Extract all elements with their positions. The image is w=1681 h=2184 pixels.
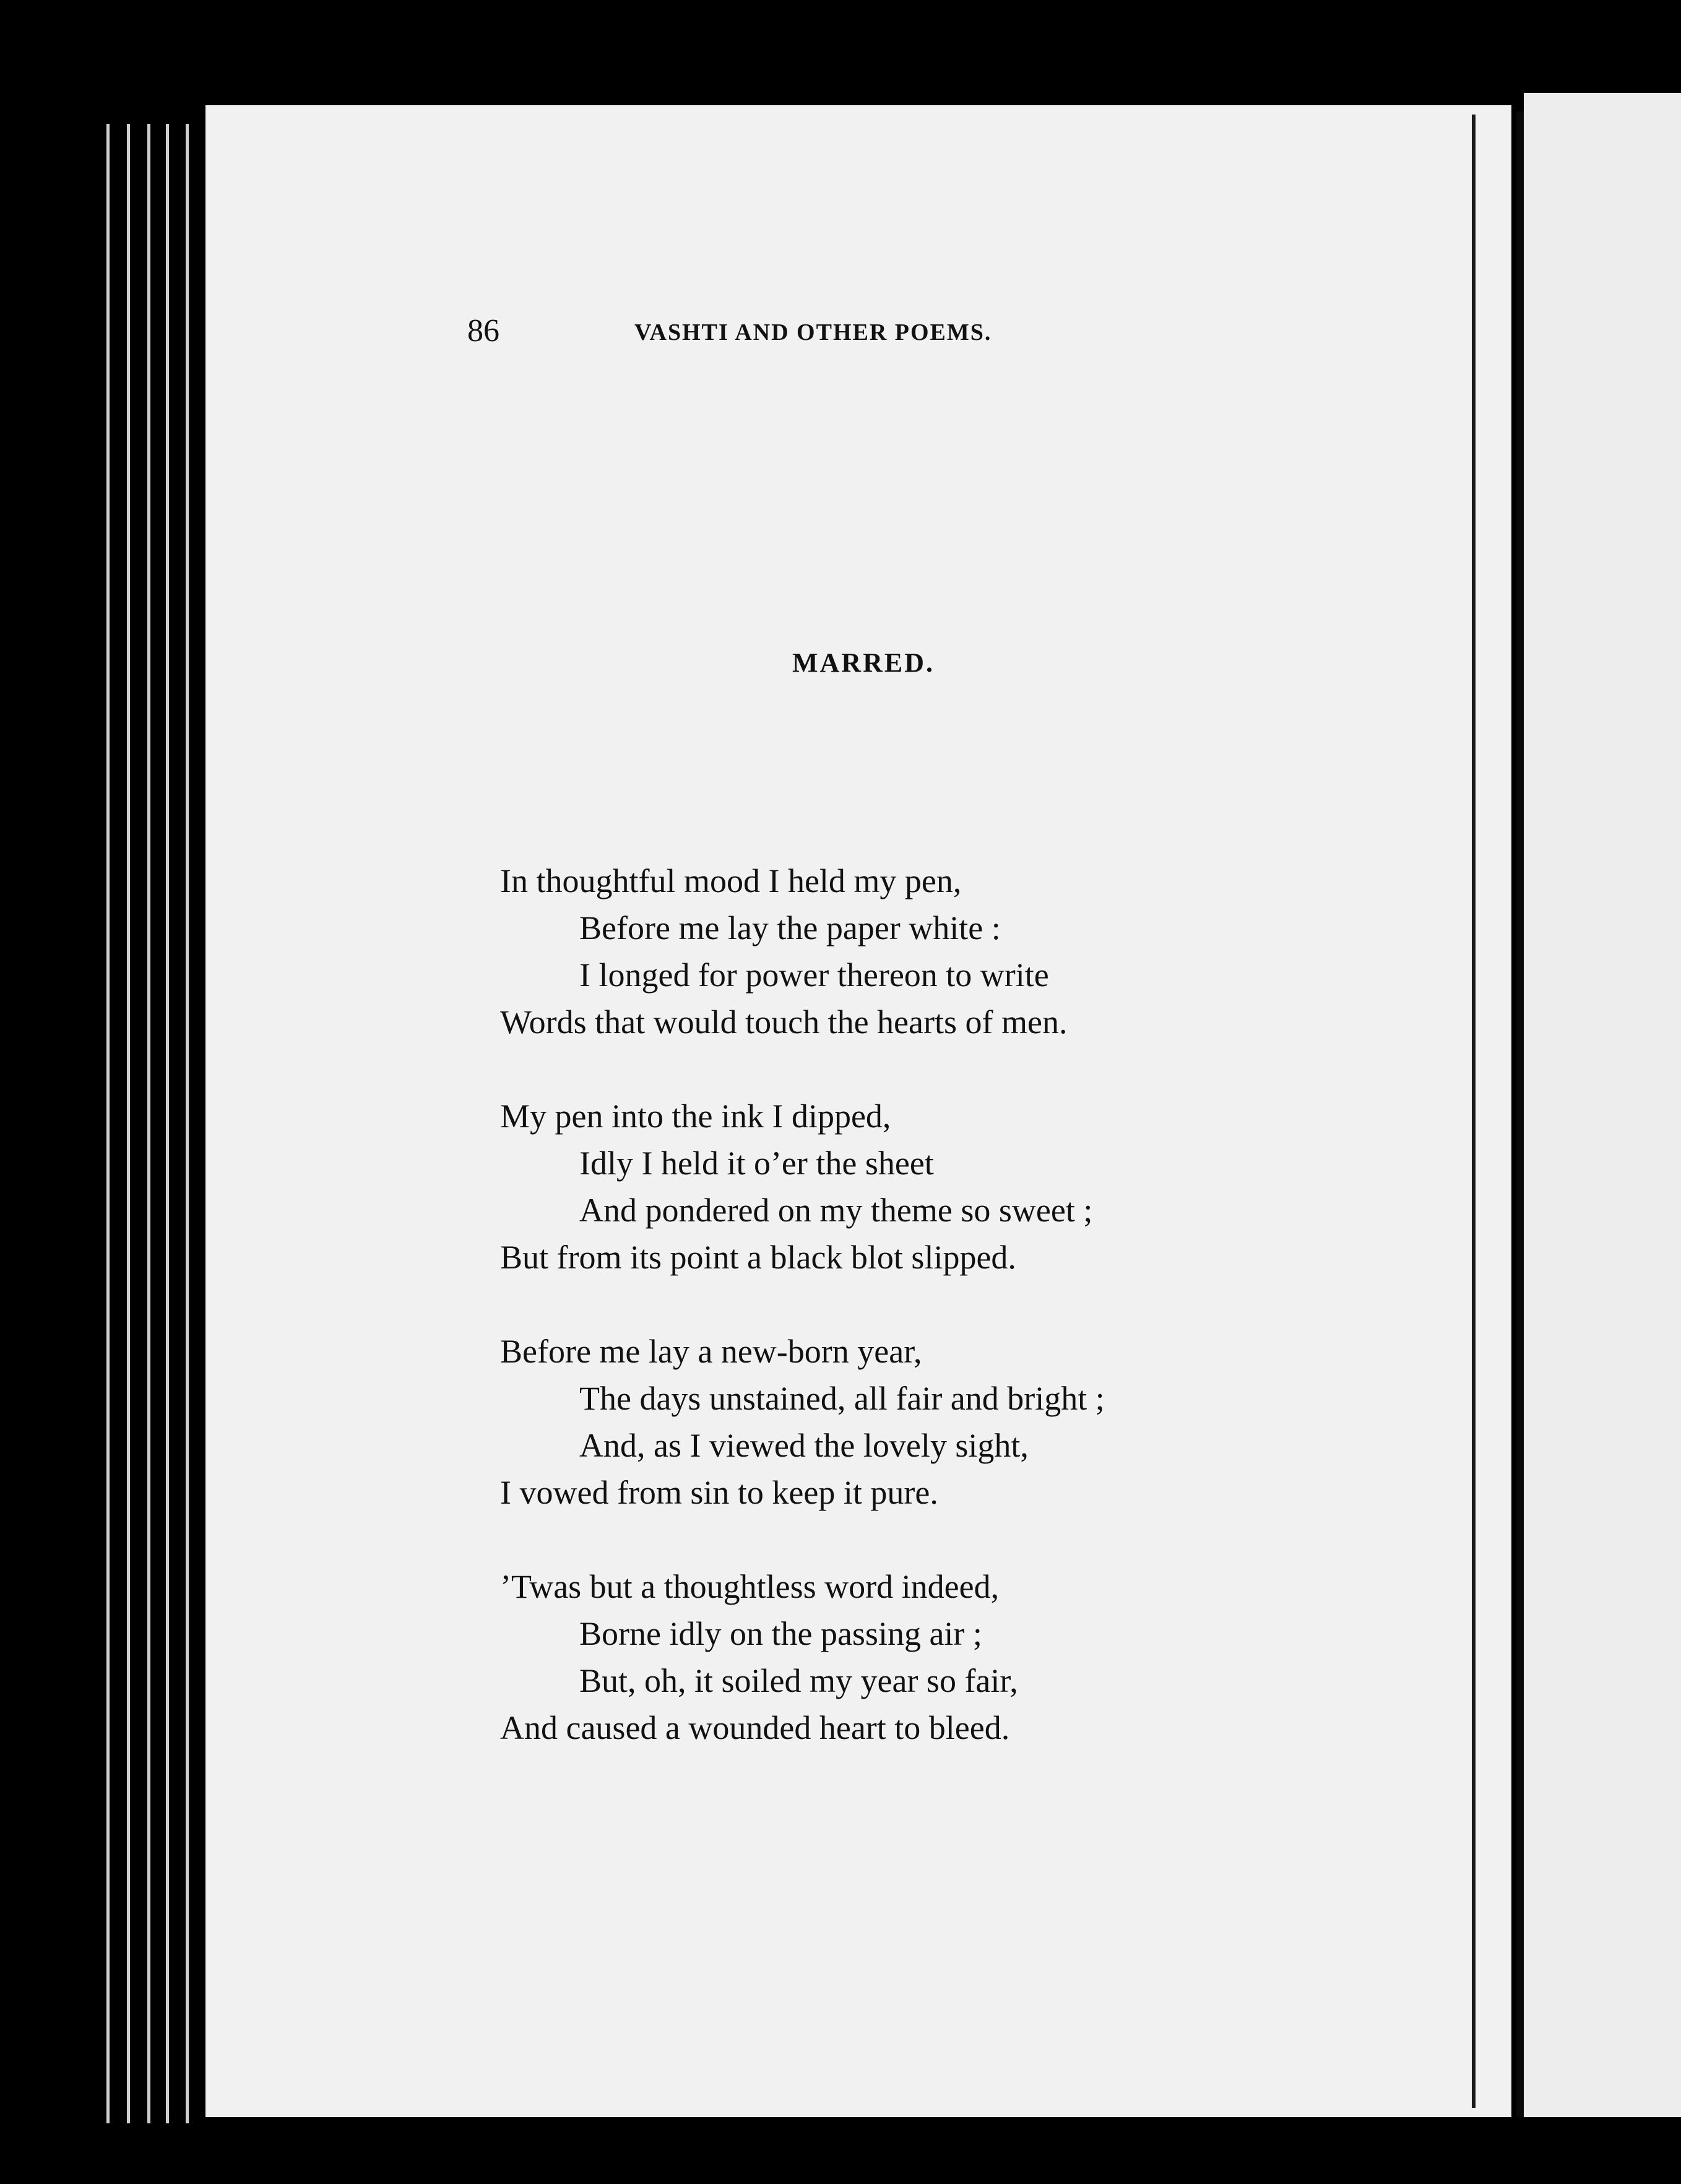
poem-line: The days unstained, all fair and bright ; <box>579 1380 1105 1417</box>
page-edge <box>186 124 189 2123</box>
poem-title: MARRED. <box>792 648 935 678</box>
poem-line: Before me lay the paper white : <box>579 909 1001 947</box>
stanza-4 <box>500 1563 1105 1751</box>
stanza-1 <box>500 857 1105 1046</box>
page-edge <box>166 124 169 2123</box>
poem-line: In thoughtful mood I held my pen, <box>500 862 962 899</box>
poem-line: Idly I held it o’er the sheet <box>579 1145 934 1182</box>
book-title: VASHTI AND OTHER POEMS. <box>634 319 992 345</box>
poem-line: Words that would touch the hearts of men. <box>500 1003 1068 1041</box>
poem-line: But from its point a black blot slipped. <box>500 1239 1016 1276</box>
poem-line: And caused a wounded heart to bleed. <box>500 1709 1010 1746</box>
poem-line: I vowed from sin to keep it pure. <box>500 1474 938 1511</box>
stanza-3 <box>500 1328 1105 1516</box>
page-number: 86 <box>467 313 499 349</box>
poem-line: Before me lay a new-born year, <box>500 1333 922 1370</box>
poem-body <box>500 857 1105 1798</box>
poem-line: But, oh, it soiled my year so fair, <box>579 1662 1018 1699</box>
poem-line: Borne idly on the passing air ; <box>579 1615 982 1652</box>
poem-line: And pondered on my theme so sweet ; <box>579 1192 1093 1229</box>
page-gutter <box>1472 115 1476 2108</box>
stanza-2 <box>500 1093 1105 1281</box>
poem-line: ’Twas but a thoughtless word indeed, <box>500 1568 1000 1605</box>
page-edge <box>127 124 130 2123</box>
poem-line: My pen into the ink I dipped, <box>500 1098 891 1135</box>
poem-line: I longed for power thereon to write <box>579 956 1049 994</box>
facing-page-edge <box>1524 93 1681 2117</box>
page-edge <box>147 124 150 2123</box>
poem-line: And, as I viewed the lovely sight, <box>579 1427 1029 1464</box>
running-head <box>467 313 1086 362</box>
page-edge <box>106 124 110 2123</box>
